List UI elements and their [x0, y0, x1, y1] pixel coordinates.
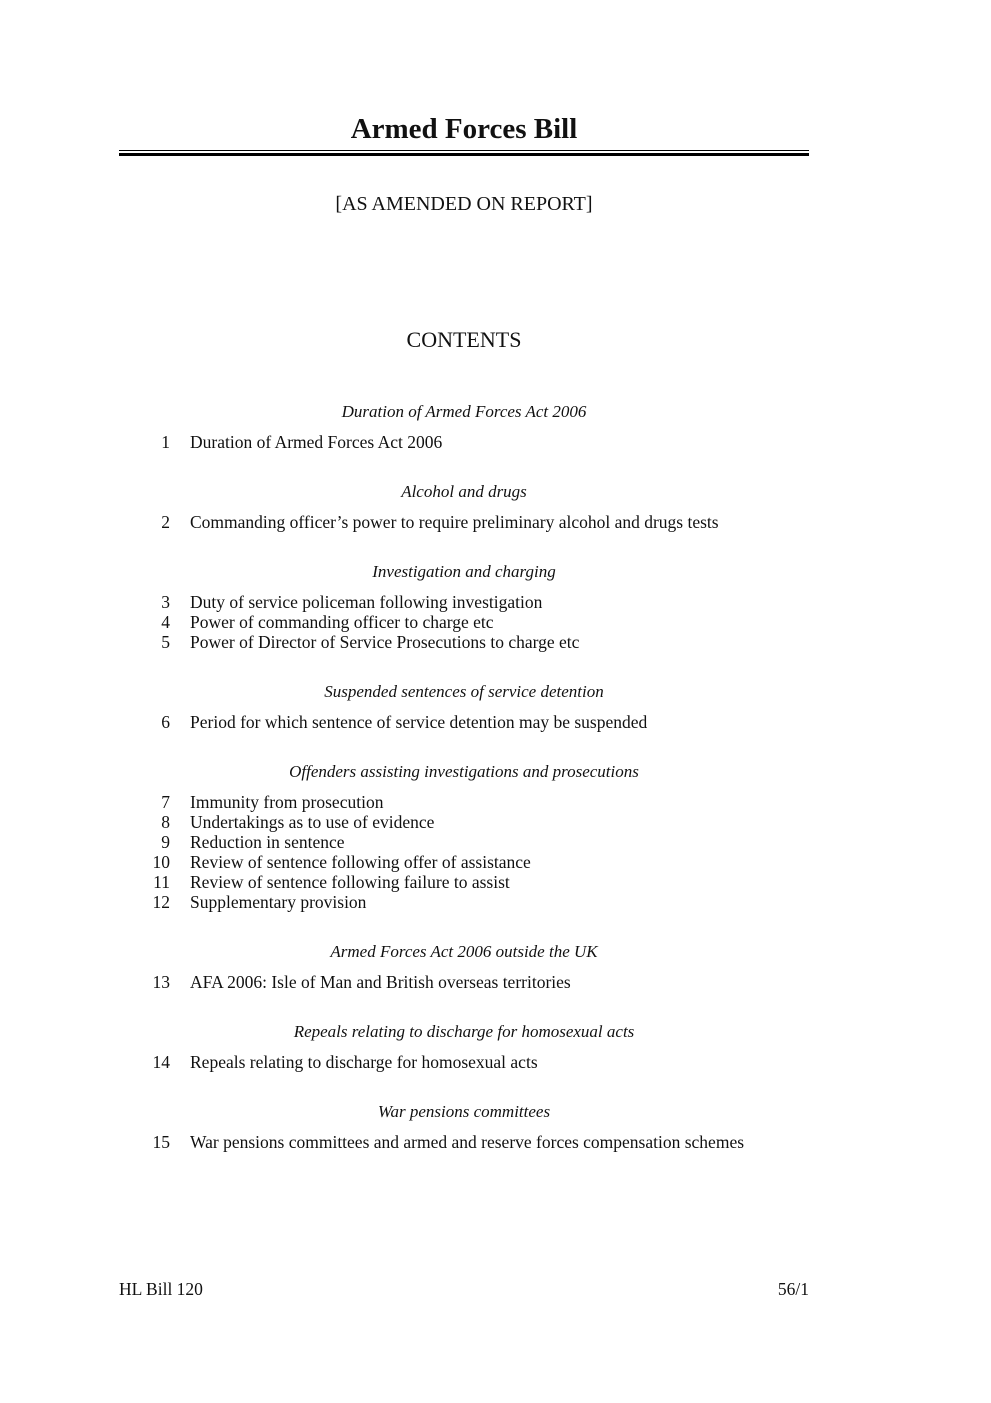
clause-number: 9 — [161, 832, 170, 852]
section-heading: Investigation and charging — [372, 562, 556, 581]
page-reference: 56/1 — [777, 1279, 809, 1299]
clause-number: 6 — [161, 712, 170, 732]
section-heading: Offenders assisting investigations and prosecutions — [289, 762, 639, 781]
title-rule-thick — [119, 153, 809, 156]
clause-number: 8 — [161, 812, 170, 832]
clause-number: 5 — [161, 632, 170, 652]
section-heading: Duration of Armed Forces Act 2006 — [341, 402, 587, 421]
section-heading: War pensions committees — [377, 1102, 551, 1121]
clause-title[interactable]: Review of sentence following failure to assist — [190, 872, 510, 892]
clause-title[interactable]: Repeals relating to discharge for homosexual acts — [190, 1052, 538, 1072]
clause-title[interactable]: Duty of service policeman following investigation — [190, 592, 543, 612]
clause-number: 1 — [161, 432, 170, 452]
section-heading: Suspended sentences of service detention — [324, 682, 604, 701]
clause-number: 2 — [161, 512, 170, 532]
clause-number: 10 — [152, 852, 170, 872]
clause-number: 4 — [161, 612, 170, 632]
clause-title[interactable]: Reduction in sentence — [190, 832, 345, 852]
title-rule-thin — [119, 150, 809, 151]
amendment-status: [AS AMENDED ON REPORT] — [335, 193, 593, 215]
clause-number: 13 — [152, 972, 170, 992]
clause-number: 11 — [153, 872, 170, 892]
contents-heading: CONTENTS — [406, 327, 522, 352]
clause-title[interactable]: Supplementary provision — [190, 892, 367, 912]
clause-number: 7 — [161, 792, 170, 812]
clause-number: 12 — [152, 892, 170, 912]
clause-title[interactable]: Period for which sentence of service detention may be suspended — [190, 712, 648, 732]
clause-title[interactable]: Review of sentence following offer of assistance — [190, 852, 531, 872]
clause-number: 15 — [152, 1132, 170, 1152]
clause-title[interactable]: Duration of Armed Forces Act 2006 — [190, 432, 443, 452]
clause-title[interactable]: AFA 2006: Isle of Man and British overseas territories — [190, 972, 571, 992]
clause-title[interactable]: Immunity from prosecution — [190, 792, 384, 812]
bill-reference: HL Bill 120 — [119, 1279, 203, 1299]
clause-title[interactable]: Commanding officer’s power to require preliminary alcohol and drugs tests — [190, 512, 719, 532]
section-heading: Alcohol and drugs — [401, 482, 527, 501]
clause-number: 3 — [161, 592, 170, 612]
clause-title[interactable]: War pensions committees and armed and reserve forces compensation schemes — [190, 1132, 745, 1152]
section-heading: Repeals relating to discharge for homosexual acts — [293, 1022, 635, 1041]
clause-title[interactable]: Undertakings as to use of evidence — [190, 812, 435, 832]
document-title: Armed Forces Bill — [350, 113, 578, 145]
clause-number: 14 — [152, 1052, 170, 1072]
clause-title[interactable]: Power of Director of Service Prosecutions to charge etc — [190, 632, 580, 652]
section-heading: Armed Forces Act 2006 outside the UK — [330, 942, 598, 961]
clause-title[interactable]: Power of commanding officer to charge etc — [190, 612, 494, 632]
